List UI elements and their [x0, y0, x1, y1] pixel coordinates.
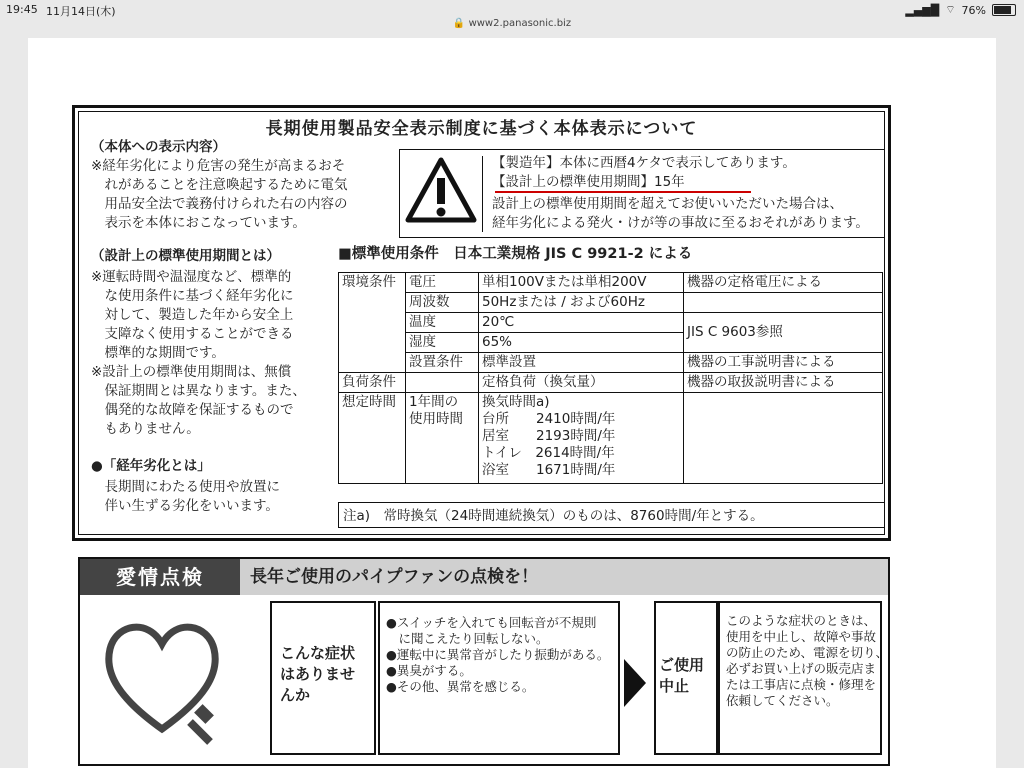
- status-bar: [0, 0, 1024, 20]
- stop-text: ご使用 中止: [659, 656, 705, 695]
- cell-install: 設置条件: [406, 353, 479, 373]
- panel-title: 長期使用製品安全表示制度に基づく本体表示について: [265, 119, 698, 139]
- period-text: ※運転時間や温湿度など、標準的 な使用条件に基づく経年劣化に 対して、製造した年から安全上 支障なく使用することができる 標準的な期間です。 ※設計上の標準使用期間は、無償 保証期間とは異なります。また、 偶発的な故障を保証するもので もありません。: [91, 269, 306, 437]
- question-text: こんな症状 はありませ んか: [280, 644, 356, 704]
- cell-load-ref: 機器の取扱説明書による: [684, 373, 883, 393]
- heart-plug-icon: [100, 604, 225, 754]
- symptoms-box: [378, 601, 620, 755]
- care-title: 長年ご使用のパイプファンの点検を！: [240, 559, 888, 595]
- safety-label-panel: [72, 105, 891, 541]
- display-heading: （本体への表示内容）: [91, 139, 226, 155]
- cell-install-val: 標準設置: [479, 353, 684, 373]
- display-text: ※経年劣化により危害の発生が高まるおそ れがあることを注意喚起するために電気 用品安全法で義務付けられた右の内容の 表示を本体におこなっています。: [91, 158, 348, 231]
- advice-text: このような症状のときは、 使用を中止し、故障や事故 の防止のため、電源を切り、 必ずお買い上げの販売店ま たは工事店に点検・修理を 依頼してください。: [726, 613, 889, 708]
- conditions-table: [338, 272, 883, 484]
- stop-box: [654, 601, 718, 755]
- cell-temp-val: 20℃: [479, 313, 684, 333]
- cell-jis-ref: JIS C 9603参照: [684, 313, 883, 353]
- warning-text-2: 経年劣化による発火・けが等の事故に至るおそれがあります。: [492, 215, 869, 231]
- care-check-panel: [78, 557, 890, 766]
- aging-text: 長期間にわたる使用や放置に 伴い生ずる劣化をいいます。: [104, 479, 280, 514]
- arrow-right-icon: [624, 659, 646, 707]
- status-date: 11月14日(木): [46, 5, 116, 18]
- url-text: www2.panasonic.biz: [468, 18, 572, 29]
- cell-voltage: 電圧: [406, 273, 479, 293]
- status-time: 19:45: [6, 3, 38, 16]
- warning-year: 【製造年】本体に西暦4ケタで表示してあります。: [492, 155, 796, 171]
- cell-load-val: 定格負荷（換気量）: [479, 373, 684, 393]
- cell-annual: 1年間の 使用時間: [406, 393, 479, 484]
- battery-percent: 76%: [961, 3, 986, 17]
- warning-box: [399, 149, 885, 238]
- cell-usage: 換気時間a) 台所 2410時間/年 居室 2193時間/年 トイレ 2614時間/年 浴室 1671時間/年: [479, 393, 684, 484]
- cell-freq: 周波数: [406, 293, 479, 313]
- aging-heading: ●「経年劣化とは」: [91, 458, 211, 474]
- warning-period: 【設計上の標準使用期間】15年: [492, 174, 685, 190]
- cell-humid: 湿度: [406, 333, 479, 353]
- period-heading: （設計上の標準使用期間とは）: [91, 248, 280, 264]
- warning-text-1: 設計上の標準使用期間を超えてお使いいただいた場合は、: [492, 196, 843, 212]
- cell-load-blank: [406, 373, 479, 393]
- cell-env: 環境条件: [339, 273, 406, 373]
- warning-triangle-icon: [404, 156, 483, 232]
- cell-temp: 温度: [406, 313, 479, 333]
- lock-icon: 🔒: [452, 18, 466, 29]
- cell-freq-ref: [684, 293, 883, 313]
- address-bar[interactable]: [0, 18, 1024, 38]
- battery-icon: [992, 4, 1016, 16]
- signal-icon: ▂▄▆█: [905, 3, 940, 17]
- advice-box: [718, 601, 889, 755]
- cell-voltage-ref: 機器の定格電圧による: [684, 273, 883, 293]
- wifi-icon: ⌔: [945, 3, 956, 16]
- cell-usage-ref: [684, 393, 883, 484]
- status-right: [905, 3, 1016, 17]
- care-label: 愛情点検: [80, 559, 240, 595]
- conditions-heading: ■標準使用条件 日本工業規格 JIS C 9921-2 による: [338, 246, 693, 262]
- question-box: [270, 601, 376, 755]
- symptoms-text: ●スイッチを入れても回転音が不規則 に聞こえたり回転しない。 ●運転中に異常音がしたり振動がある。 ●異臭がする。 ●その他、異常を感じる。: [386, 615, 610, 694]
- red-underline: [495, 191, 751, 193]
- cell-load: 負荷条件: [339, 373, 406, 393]
- cell-humid-val: 65%: [479, 333, 684, 353]
- cell-install-ref: 機器の工事説明書による: [684, 353, 883, 373]
- cell-freq-val: 50Hzまたは / および60Hz: [479, 293, 684, 313]
- table-note: 注a) 常時換気（24時間連続換気）のものは、8760時間/年とする。: [338, 502, 885, 528]
- cell-time: 想定時間: [339, 393, 406, 484]
- cell-voltage-val: 単相100Vまたは単相200V: [479, 273, 684, 293]
- panel-inner: [78, 111, 885, 535]
